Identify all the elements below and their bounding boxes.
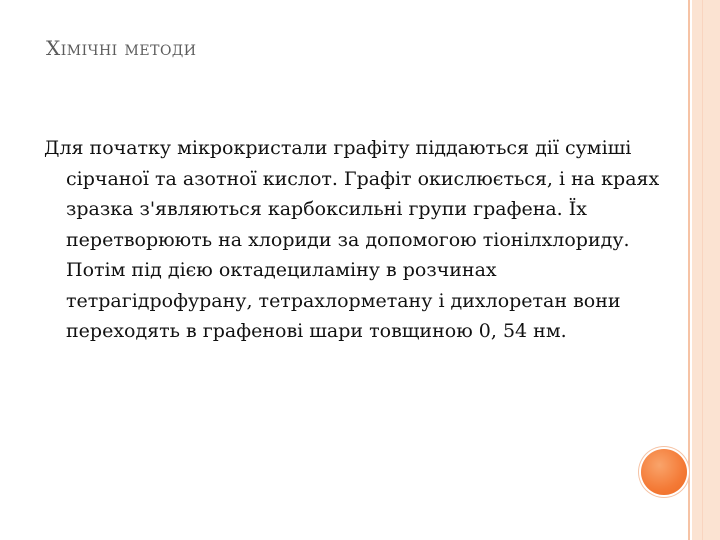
frame-bottom xyxy=(14,530,688,540)
slide-body-text: Для початку мікрокристали графіту піддаються дії суміші сірчаної та азотної кислот. Графіт окислюється, і на краях зразка з'являються карбоксильні групи графена. Їх перетворюють на хлориди за допомогою тіонілхлориду. Потім під дією октадециламіну в розчинах тетрагідрофурану, тетрахлорметану і дихлоретан вони переходять в графенові шари товщиною 0, 54 нм. xyxy=(44,137,660,342)
frame-left xyxy=(0,0,14,540)
frame-right-band xyxy=(692,0,720,540)
decorative-circle-icon xyxy=(641,449,687,495)
frame-top xyxy=(14,0,688,8)
slide-title: Хімічні методи xyxy=(46,36,197,60)
frame-right-inner-line xyxy=(702,0,703,540)
frame-right-line xyxy=(688,0,690,540)
